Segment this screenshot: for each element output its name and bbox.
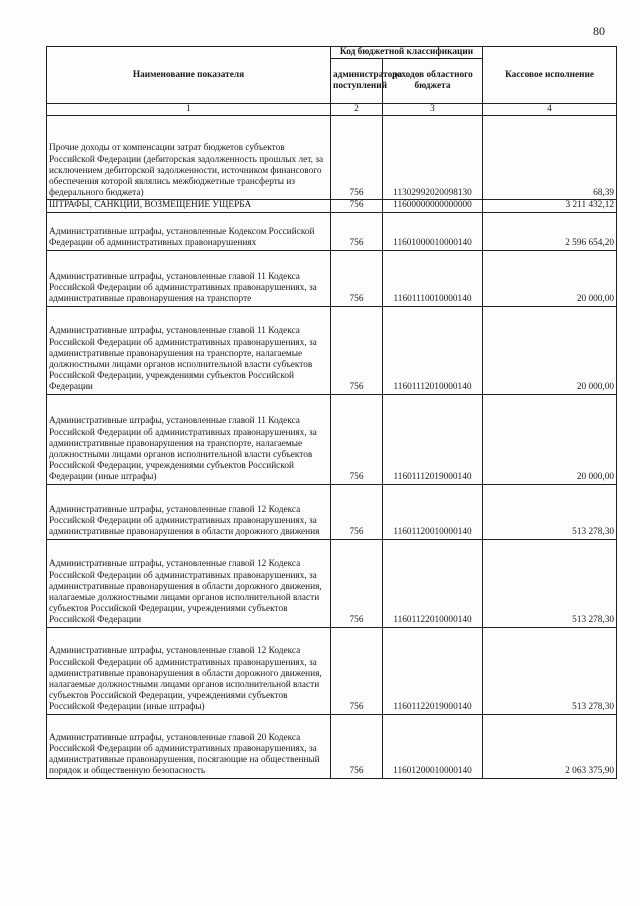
income-code: 11601122010000140 [383, 539, 483, 627]
table-row [47, 394, 617, 484]
cash-amount: 20 000,00 [483, 394, 617, 484]
admin-code: 756 [331, 539, 383, 627]
table-row [47, 250, 617, 306]
column-number: 1 [47, 104, 331, 116]
admin-code: 756 [331, 627, 383, 714]
indicator-name: ШТРАФЫ, САНКЦИИ, ВОЗМЕЩЕНИЕ УЩЕРБА [47, 200, 331, 212]
column-number: 2 [331, 104, 383, 116]
cash-amount: 3 211 432,12 [483, 200, 617, 212]
table-row [47, 484, 617, 539]
admin-code: 756 [331, 116, 383, 200]
column-number: 4 [483, 104, 617, 116]
budget-table [46, 46, 617, 779]
income-code: 11601000010000140 [383, 212, 483, 250]
admin-code: 756 [331, 250, 383, 306]
cash-amount: 68,39 [483, 116, 617, 200]
cash-amount: 513 278,30 [483, 539, 617, 627]
income-code: 11601200010000140 [383, 714, 483, 778]
table-row [47, 714, 617, 778]
admin-code: 756 [331, 306, 383, 394]
column-number-row [47, 104, 617, 116]
income-code: 11600000000000000 [383, 200, 483, 212]
table-row [47, 306, 617, 394]
income-code: 11601112010000140 [383, 306, 483, 394]
indicator-name: Административные штрафы, установленные главой 11 Кодекса Российской Федерации об административных правонарушениях, за административные правонарушения на транспорте, налагаемые должностными лицами органов исполнительной власти субъектов Российской Федерации, учреждениями субъектов Российской Федерации (иные штрафы) [47, 394, 331, 484]
admin-code: 756 [331, 200, 383, 212]
cash-amount: 2 063 375,90 [483, 714, 617, 778]
table-row [47, 212, 617, 250]
header-budget-classification: Код бюджетной классификации [331, 47, 483, 59]
page-number: 80 [593, 24, 605, 38]
income-code: 11601120010000140 [383, 484, 483, 539]
income-code: 11601112019000140 [383, 394, 483, 484]
column-number: 3 [383, 104, 483, 116]
cash-amount: 2 596 654,20 [483, 212, 617, 250]
cash-amount: 513 278,30 [483, 627, 617, 714]
indicator-name: Прочие доходы от компенсации затрат бюджетов субъектов Российской Федерации (дебиторская задолженность прошлых лет, за исключением дебиторской задолженности, источником финансового обеспечения которой являлись межбюджетные трансферты из федерального бюджета) [47, 116, 331, 200]
indicator-name: Административные штрафы, установленные Кодексом Российской Федерации об административных правонарушениях [47, 212, 331, 250]
header-admin-code: администратора поступлений [331, 59, 383, 104]
indicator-name: Административные штрафы, установленные главой 12 Кодекса Российской Федерации об административных правонарушениях, за административные правонарушения в области дорожного движения, налагаемые должностными лицами органов исполнительной власти субъектов Российской Федерации, учреждениями субъектов Российской Федерации [47, 539, 331, 627]
admin-code: 756 [331, 714, 383, 778]
cash-amount: 20 000,00 [483, 306, 617, 394]
income-code: 11601122019000140 [383, 627, 483, 714]
header-income-code: доходов областного бюджета [383, 59, 483, 104]
table-row [47, 627, 617, 714]
header-cash-execution: Кассовое исполнение [483, 47, 617, 104]
indicator-name: Административные штрафы, установленные главой 12 Кодекса Российской Федерации об административных правонарушениях, за административные правонарушения в области дорожного движения [47, 484, 331, 539]
table-row [47, 200, 617, 212]
income-code: 11302992020098130 [383, 116, 483, 200]
cash-amount: 20 000,00 [483, 250, 617, 306]
table-row [47, 539, 617, 627]
header-indicator-name: Наименование показателя [47, 47, 331, 104]
indicator-name: Административные штрафы, установленные главой 20 Кодекса Российской Федерации об административных правонарушениях, за административные правонарушения, посягающие на общественный порядок и общественную безопасность [47, 714, 331, 778]
admin-code: 756 [331, 212, 383, 250]
table-row [47, 116, 617, 200]
indicator-name: Административные штрафы, установленные главой 12 Кодекса Российской Федерации об административных правонарушениях, за административные правонарушения в области дорожного движения, налагаемые должностными лицами органов исполнительной власти субъектов Российской Федерации, учреждениями субъектов Российской Федерации (иные штрафы) [47, 627, 331, 714]
indicator-name: Административные штрафы, установленные главой 11 Кодекса Российской Федерации об административных правонарушениях, за административные правонарушения на транспорте, налагаемые должностными лицами органов исполнительной власти субъектов Российской Федерации, учреждениями субъектов Российской Федерации [47, 306, 331, 394]
income-code: 11601110010000140 [383, 250, 483, 306]
indicator-name: Административные штрафы, установленные главой 11 Кодекса Российской Федерации об административных правонарушениях, за административные правонарушения на транспорте [47, 250, 331, 306]
admin-code: 756 [331, 394, 383, 484]
cash-amount: 513 278,30 [483, 484, 617, 539]
admin-code: 756 [331, 484, 383, 539]
